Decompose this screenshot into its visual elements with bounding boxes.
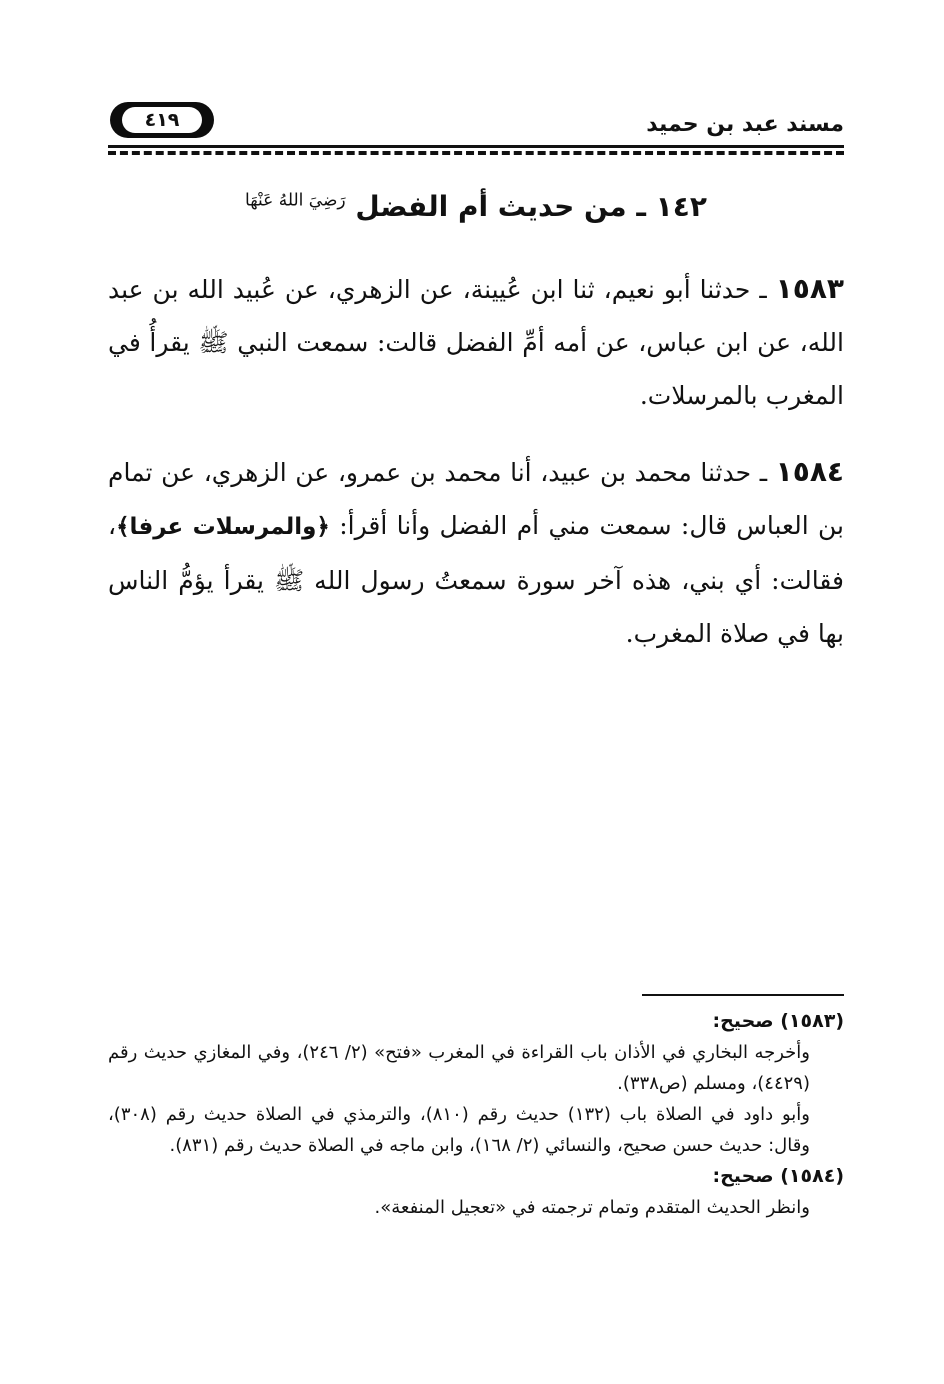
header-divider-solid — [108, 145, 844, 148]
header-divider — [108, 145, 844, 157]
page-number-badge — [110, 102, 214, 138]
hadith-text-after-quote: ، فقالت: أي بني، هذه آخر سورة سمعتُ رسول الله ﷺ يقرأ يؤمُّ الناس بها في صلاة المغرب. — [108, 511, 844, 648]
footnote-1583 — [108, 1006, 844, 1161]
hadith-number: ١٥٨٣ — [775, 272, 844, 305]
footnote-line: وانظر الحديث المتقدم وتمام ترجمته في «تعجيل المنفعة». — [374, 1197, 810, 1218]
footnote-head: (١٥٨٣) صحيح: — [712, 1010, 844, 1032]
hadith-1583 — [108, 262, 844, 422]
hadith-number: ١٥٨٤ — [775, 455, 844, 488]
hadith-text-before-quote: ـ حدثنا محمد بن عبيد، أنا محمد بن عمرو، عن الزهري، عن تمام بن العباس قال: سمعت مني أم الفضل وأنا أقرأ: — [108, 458, 844, 540]
footnote-head: (١٥٨٤) صحيح: — [712, 1165, 844, 1187]
footnote-line: وأخرجه البخاري في الأذان باب القراءة في المغرب «فتح» (٢/ ٢٤٦)، وفي المغازي حديث رقم (٤٤٢٩)، ومسلم (ص٣٣٨). — [108, 1042, 810, 1094]
footnotes — [108, 1006, 844, 1223]
chapter-heading — [108, 190, 844, 223]
chapter-title: ١٤٢ ـ من حديث أم الفضل — [355, 190, 707, 223]
book-title: مسند عبد بن حميد — [646, 112, 844, 137]
footnote-1584 — [108, 1161, 844, 1223]
honorific-text: رَضِيَ اللهُ عَنْهَا — [245, 190, 346, 211]
page-number: ٤١٩ — [122, 107, 202, 133]
hadith-text: ـ حدثنا أبو نعيم، ثنا ابن عُيينة، عن الزهري، عن عُبيد الله بن عبد الله، عن ابن عباس، عن أمه أمِّ الفضل قالت: سمعت النبي ﷺ يقرأُ في المغرب بالمرسلات. — [108, 275, 844, 410]
header-divider-dashed — [108, 151, 844, 155]
footnote-divider — [642, 994, 844, 996]
hadith-1584 — [108, 445, 844, 660]
footnote-line: وأبو داود في الصلاة باب (١٣٢) حديث رقم (٨١٠)، والترمذي في الصلاة حديث رقم (٣٠٨)، وقال: حديث حسن صحيح، والنسائي (٢/ ١٦٨)، وابن ماجه في الصلاة حديث رقم (٨٣١). — [108, 1104, 810, 1156]
quran-quote: ﴿والمرسلات عرفا﴾ — [116, 514, 330, 540]
running-header — [108, 100, 844, 144]
